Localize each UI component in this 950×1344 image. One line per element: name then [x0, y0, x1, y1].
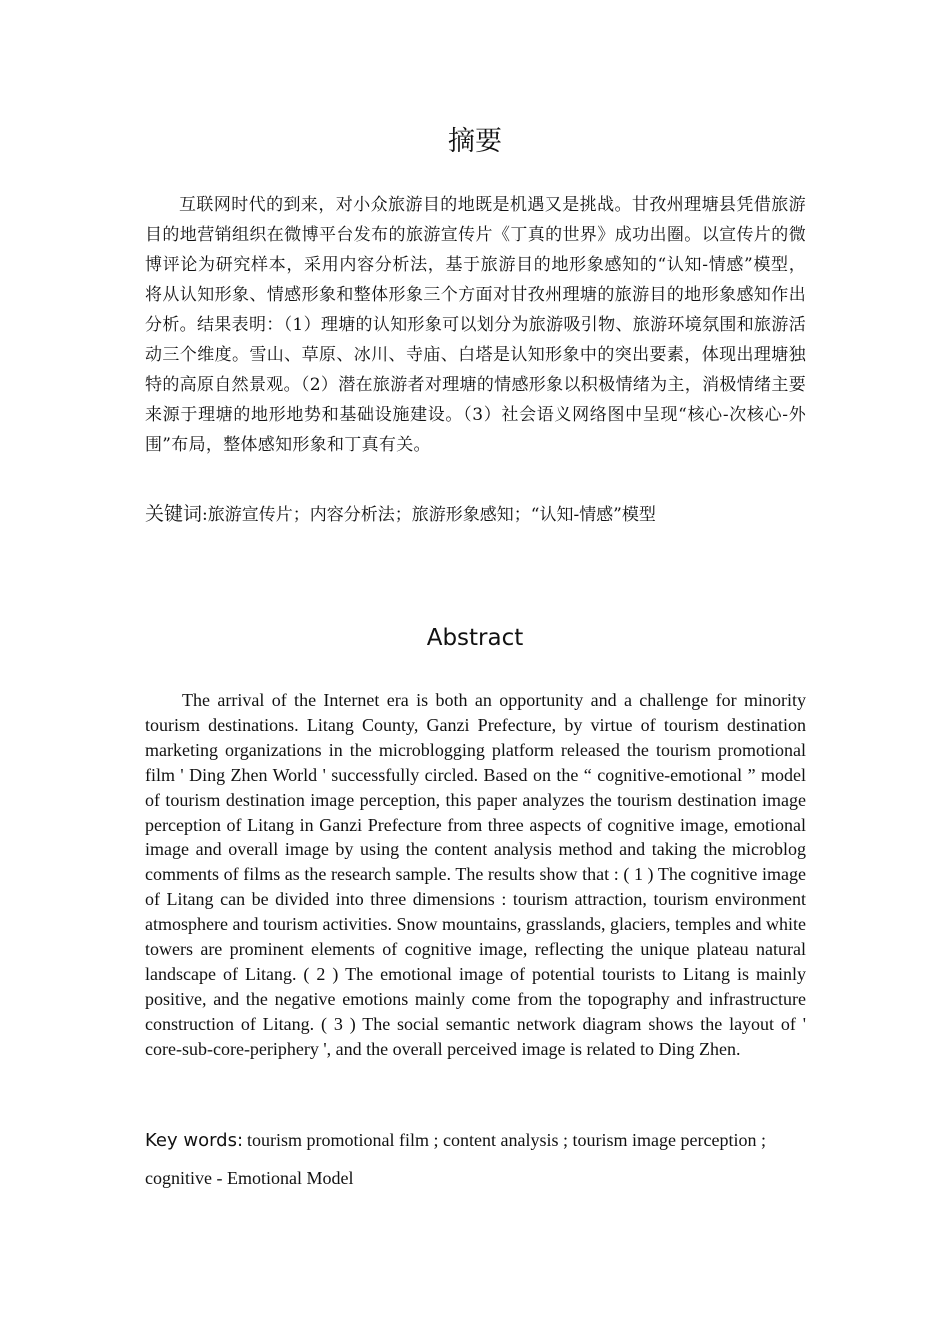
english-keywords-label: Key words: — [145, 1130, 244, 1151]
chinese-keywords-colon: : — [202, 505, 208, 525]
english-keywords-text: tourism promotional film ; content analysis ; tourism image perception ; cognitive - Emotional Model — [145, 1130, 766, 1188]
chinese-abstract-body: 互联网时代的到来，对小众旅游目的地既是机遇又是挑战。甘孜州理塘县凭借旅游目的地营销组织在微博平台发布的旅游宣传片《丁真的世界》成功出圈。以宣传片的微博评论为研究样本，采用内容分析法，基于旅游目的地形象感知的“认知-情感”模型，将从认知形象、情感形象和整体形象三个方面对甘孜州理塘的旅游目的地形象感知作出分析。结果表明：（1）理塘的认知形象可以划分为旅游吸引物、旅游环境氛围和旅游活动三个维度。雪山、草原、冰川、寺庙、白塔是认知形象中的突出要素，体现出理塘独特的高原自然景观。（2）潜在旅游者对理塘的情感形象以积极情绪为主，消极情绪主要来源于理塘的地形地势和基础设施建设。（3）社会语义网络图中呈现“核心-次核心-外围”布局，整体感知形象和丁真有关。 — [145, 195, 806, 455]
chinese-abstract-title: 摘要 — [448, 126, 502, 157]
english-abstract-title: Abstract — [426, 625, 524, 651]
chinese-keywords — [145, 499, 806, 531]
english-abstract-body: The arrival of the Internet era is both an opportunity and a challenge for minority tourism destinations. Litang County, Ganzi Prefecture, by virtue of tourism destination marketing organizations in the microblogging platform released the tourism promotional film ' Ding Zhen World ' successfully circled. Based on the “ cognitive-emotional ” model of tourism destination image perception, this paper analyzes the tourism destination image perception of Litang in Ganzi Prefecture from three aspects of cognitive image, emotional image and overall image by using the content analysis method and taking the microblog comments of films as the research sample. The results show that : ( 1 ) The cognitive image of Litang can be divided into three dimensions : tourism attraction, tourism environment atmosphere and tourism activities. Snow mountains, grasslands, glaciers, temples and white towers are prominent elements of cognitive image, reflecting the unique plateau natural landscape of Litang. ( 2 ) The emotional image of potential tourists to Litang is mainly positive, and the negative emotions mainly come from the topography and infrastructure construction of Litang. ( 3 ) The social semantic network diagram shows the layout of ' core-sub-core-periphery ', and the overall perceived image is related to Ding Zhen. — [145, 690, 806, 1059]
english-keywords — [145, 1122, 806, 1198]
chinese-keywords-label: 关键词 — [145, 503, 203, 525]
chinese-keywords-text: 旅游宣传片；内容分析法；旅游形象感知；“认知-情感”模型 — [207, 505, 656, 525]
